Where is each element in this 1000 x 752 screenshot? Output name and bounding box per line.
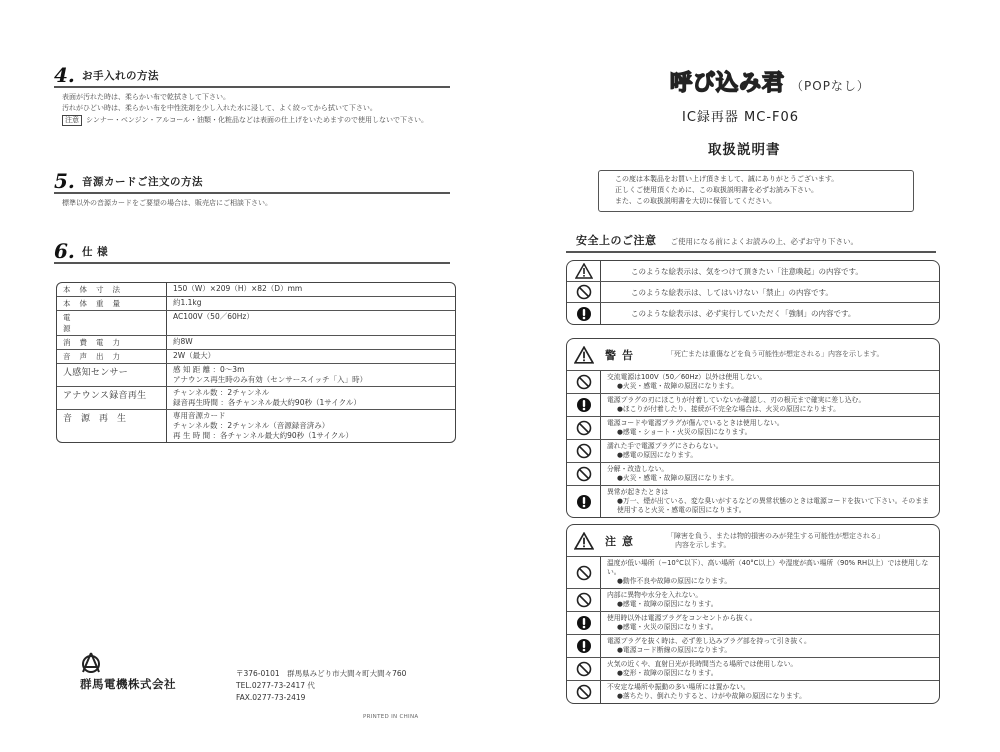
warning-row: [567, 463, 939, 486]
spec-value: [167, 410, 455, 442]
spec-line: チャンネル数 ：2チャンネル（音源録音済み）: [173, 421, 330, 430]
spec-row: [57, 350, 455, 364]
spec-line: 2W（最大）: [173, 351, 216, 360]
spec-value: [167, 387, 455, 409]
symbol-legend: [566, 260, 940, 325]
caution-header: [567, 525, 939, 557]
brand: [670, 66, 870, 97]
intro-line: 正しくご使用頂くために、この取扱説明書を必ずお読み下さい。: [615, 186, 818, 194]
spec-key: 本体重量: [57, 297, 167, 310]
caution-text: [601, 557, 939, 588]
prohibit-icon: [567, 681, 601, 703]
safety-heading: [566, 232, 936, 253]
warning-text: [601, 440, 939, 462]
warning-main: 電源コードや電源プラグが傷んでいるときは使用しない。: [607, 419, 784, 427]
prohibit-icon: [567, 463, 601, 485]
warning-sub: ●万一、煙が出ている、変な臭いがするなどの異常状態のときは電源コードを抜いて下さい。そのまま使用すると火災・感電の原因になります。: [617, 497, 929, 514]
legend-row: [567, 303, 939, 324]
caution-main: 使用時以外は電源プラグをコンセントから抜く。: [607, 614, 757, 622]
warning-text: [601, 463, 939, 485]
warning-row: [567, 417, 939, 440]
caution-sub: ●感電・故障の原因になります。: [617, 600, 718, 608]
section-specs: [54, 239, 450, 264]
warning-row: [567, 371, 939, 394]
caution-text: [601, 635, 939, 657]
brand-suffix: （POPなし）: [791, 79, 870, 93]
spec-value: [167, 283, 455, 296]
spec-key: 本体寸法: [57, 283, 167, 296]
warning-main: 電源プラグの刃にほこりが付着していないか確認し、刃の根元まで確実に差し込む。: [607, 396, 866, 404]
spec-row: [57, 336, 455, 350]
spec-row: [57, 283, 455, 297]
spec-row: [57, 410, 455, 442]
spec-line: 再 生 時 間 ：各チャンネル最大約90秒（1サイクル）: [173, 431, 354, 440]
legend-text: このような絵表示は、してはいけない「禁止」の内容です。: [631, 287, 833, 297]
warning-sub: ●火災・感電・故障の原因になります。: [617, 382, 738, 390]
right-page: [500, 0, 1000, 752]
spec-row: [57, 311, 455, 336]
printed-in: PRINTED IN CHINA: [363, 714, 419, 720]
spec-line: 約1.1kg: [173, 298, 202, 307]
company-address: [236, 668, 406, 704]
spec-line: チャンネル数 ：2チャンネル: [173, 388, 270, 397]
mandatory-icon: [567, 394, 601, 416]
warning-text: [601, 417, 939, 439]
section-title: お手入れの方法: [82, 70, 159, 82]
section-heading: [54, 63, 450, 88]
legend-row: [567, 261, 939, 282]
section-card-order: [54, 169, 450, 209]
note-tag: 注意: [62, 115, 82, 126]
safety-title: 安全上のご注意: [576, 234, 657, 247]
section-body: [54, 194, 450, 209]
caution-main: 温度が低い場所（−10°C以下）、高い場所（40°C以上）や湿度が高い場所（90% RH以上）では使用しない。: [607, 559, 929, 576]
spec-line: 感 知 距 離 ：0～3m: [173, 365, 245, 374]
spec-key: 音源再生: [57, 410, 167, 442]
caution-row: [567, 557, 939, 589]
spec-line: アナウンス再生時のみ有効（センサースイッチ「入」時）: [173, 375, 368, 384]
mandatory-icon: [567, 486, 601, 517]
caution-triangle-icon: [567, 532, 601, 550]
caution-desc: [667, 532, 884, 550]
intro-box: [598, 170, 914, 212]
spec-key: 音声出力: [57, 350, 167, 363]
caution-sub: ●落ちたり、倒れたりすると、けがや故障の原因になります。: [617, 692, 806, 700]
caution-text: [601, 681, 939, 703]
care-line: 表面が汚れた時は、柔らかい布で乾拭きして下さい。: [62, 93, 230, 101]
intro-line: この度は本製品をお買い上げ頂きまして、誠にありがとうございます。: [615, 175, 839, 183]
caution-text: [601, 589, 939, 611]
prohibit-icon: [567, 371, 601, 393]
caution-sub: ●動作不良や故障の原因になります。: [617, 577, 732, 585]
warning-main: 異常が起きたときは: [607, 488, 669, 496]
model-name: IC録再器 MC-F06: [682, 110, 800, 125]
warning-row: [567, 440, 939, 463]
warning-text: [601, 394, 939, 416]
caution-row: [567, 612, 939, 635]
manual-title: 取扱説明書: [708, 142, 781, 158]
spec-row: [57, 387, 455, 410]
caution-row: [567, 635, 939, 658]
card-order-text: 標準以外の音源カードをご要望の場合は、販売店にご相談下さい。: [62, 199, 272, 207]
section-number: 4.: [54, 63, 75, 87]
warning-sub: ●火災・感電・故障の原因になります。: [617, 474, 738, 482]
spec-key: アナウンス録音再生: [57, 387, 167, 409]
legend-text: このような絵表示は、必ず実行していただく「強制」の内容です。: [631, 309, 856, 318]
caution-text: [601, 612, 939, 634]
caution-main: 電源プラグを抜く時は、必ず差し込みプラグ部を持って引き抜く。: [607, 637, 811, 645]
spec-line: 録音再生時間 ：各チャンネル最大約90秒（1サイクル）: [173, 398, 361, 407]
warning-sub: ●ほこりが付着したり、接続が不完全な場合は、火災の原因になります。: [617, 405, 840, 413]
mandatory-icon: [567, 612, 601, 634]
caution-sub: ●電源コード断線の原因になります。: [617, 646, 732, 654]
spec-value: [167, 364, 455, 386]
spec-value: [167, 336, 455, 349]
spec-line: 150（W）×209（H）×82（D）mm: [173, 284, 303, 293]
caution-main: 火気の近くや、直射日光が長時間当たる場所では使用しない。: [607, 660, 798, 668]
caution-main: 不安定な場所や振動の多い場所には置かない。: [607, 683, 750, 691]
caution-triangle-icon: [567, 346, 601, 364]
spec-table: [56, 282, 456, 443]
warning-text: [601, 371, 939, 393]
caution-sub: ●変形・故障の原因になります。: [617, 669, 718, 677]
fax-line: FAX.0277-73-2419: [236, 693, 306, 702]
prohibit-icon: [567, 557, 601, 588]
intro-line: また、この取扱説明書を大切に保管してください。: [615, 197, 776, 205]
company-name: 群馬電機株式会社: [80, 677, 176, 691]
section-heading: [54, 239, 450, 264]
care-line: 汚れがひどい時は、柔らかい布を中性洗剤を少し入れた水に浸して、よく絞ってから拭いて下さい。: [62, 104, 377, 112]
legend-text: このような絵表示は、気をつけて頂きたい「注意喚起」の内容です。: [631, 266, 863, 276]
caution-sub: ●感電・火災の原因になります。: [617, 623, 718, 631]
section-heading: [54, 169, 450, 194]
warning-box: [566, 338, 940, 518]
spec-value: [167, 350, 455, 363]
caution-box: [566, 524, 940, 704]
mandatory-icon: [567, 303, 601, 324]
warning-header: [567, 339, 939, 371]
mandatory-icon: [567, 635, 601, 657]
caution-desc-line: 内容を示します。: [675, 540, 731, 549]
safety-subtitle: ご使用になる前によくお読みの上、必ずお守り下さい。: [670, 237, 858, 246]
warning-text: [601, 486, 939, 517]
warning-sub: ●感電の原因になります。: [617, 451, 698, 459]
spec-row: [57, 297, 455, 311]
spec-line: AC100V（50／60Hz）: [173, 312, 254, 321]
legend-row: [567, 282, 939, 303]
caution-title: 注意: [605, 534, 639, 548]
caution-row: [567, 681, 939, 703]
tel-line: TEL.0277-73-2417 代: [236, 681, 315, 690]
spec-row: [57, 364, 455, 387]
caution-main: 内部に異物や水分を入れない。: [607, 591, 703, 599]
caution-triangle-icon: [567, 261, 601, 281]
warning-desc: 「死亡または重傷などを負う可能性が想定される」内容を示します。: [667, 350, 884, 358]
section-care: [54, 63, 450, 126]
warning-main: 濡れた手で電源プラグにさわらない。: [607, 442, 723, 450]
care-note: [62, 115, 450, 126]
section-body: [54, 88, 450, 126]
prohibit-icon: [567, 658, 601, 680]
prohibit-icon: [567, 440, 601, 462]
section-title: 仕 様: [82, 246, 109, 258]
spec-line: 専用音源カード: [173, 411, 226, 420]
spec-key: 消費電力: [57, 336, 167, 349]
company-logo-icon: [80, 652, 102, 674]
warning-main: 交流電源は100V（50／60Hz）以外は使用しない。: [607, 373, 767, 381]
spec-key: 電源: [57, 311, 167, 335]
caution-row: [567, 589, 939, 612]
spec-key: 人感知センサー: [57, 364, 167, 386]
section-number: 5.: [54, 169, 75, 193]
section-number: 6.: [54, 239, 75, 263]
address-line: 〒376-0101 群馬県みどり市大間々町大間々760: [236, 669, 407, 678]
warning-main: 分解・改造しない。: [607, 465, 669, 473]
brand-logo: 呼び込み君: [670, 71, 786, 96]
section-title: 音源カードご注文の方法: [82, 176, 203, 188]
spec-value: [167, 311, 455, 335]
note-text: シンナー・ベンジン・アルコール・油類・化粧品などは表面の仕上げをいためますので使用しないで下さい。: [86, 116, 429, 124]
warning-sub: ●感電・ショート・火災の原因になります。: [617, 428, 752, 436]
caution-desc-line: 「障害を負う、または物的損害のみが発生する可能性が想定される」: [667, 531, 884, 540]
caution-text: [601, 658, 939, 680]
warning-title: 警告: [605, 348, 639, 362]
spec-line: 約8W: [173, 337, 193, 346]
prohibit-icon: [567, 282, 601, 302]
prohibit-icon: [567, 417, 601, 439]
warning-row: [567, 486, 939, 517]
caution-row: [567, 658, 939, 681]
spec-value: [167, 297, 455, 310]
warning-row: [567, 394, 939, 417]
prohibit-icon: [567, 589, 601, 611]
